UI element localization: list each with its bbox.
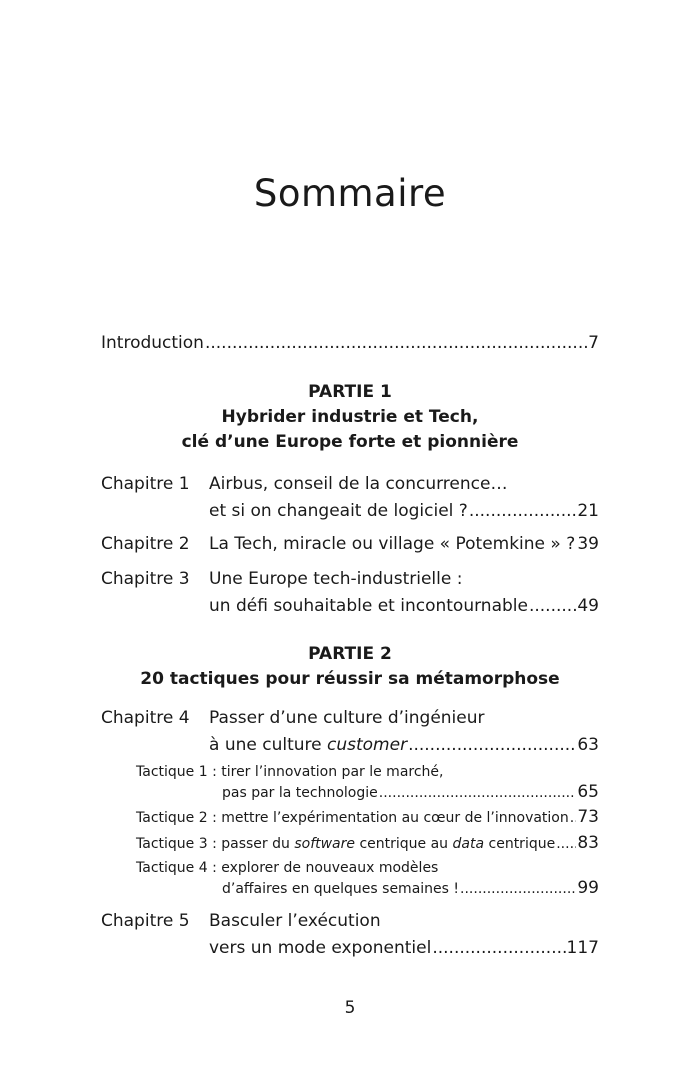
dot-leader xyxy=(408,734,576,756)
chapter-3-label: Chapitre 3 xyxy=(101,569,190,589)
part-2-title-line1: 20 tactiques pour réussir sa métamorphose xyxy=(140,669,560,689)
chapter-2-page: 39 xyxy=(577,534,599,554)
chapter-1-title-line1: Airbus, conseil de la concurrence… xyxy=(209,474,508,494)
tactic-3-text-c: centrique xyxy=(484,836,556,852)
tactic-4-page: 99 xyxy=(577,878,599,898)
tactic-4-line2: d’affaires en quelques semaines ! xyxy=(222,881,460,897)
toc-entry-introduction[interactable] xyxy=(101,332,599,354)
chapter-2-title: La Tech, miracle ou village « Potemkine » ? xyxy=(209,534,576,554)
toc-entry-chapter-3[interactable] xyxy=(101,568,599,616)
dot-leader xyxy=(529,595,576,617)
tactic-2-page: 73 xyxy=(577,807,599,827)
introduction-page: 7 xyxy=(588,333,599,353)
part-2-heading xyxy=(101,642,599,692)
introduction-label: Introduction xyxy=(101,333,204,353)
chapter-5-page: 117 xyxy=(566,938,599,958)
page-number: 5 xyxy=(344,998,356,1018)
part-1-title-line1: Hybrider industrie et Tech, xyxy=(221,407,479,427)
dot-leader xyxy=(205,332,587,354)
chapter-4-label: Chapitre 4 xyxy=(101,708,190,728)
tactic-1-line1: Tactique 1 : tirer l’innovation par le marché, xyxy=(136,764,444,780)
part-1-heading xyxy=(101,380,599,455)
part-1-title-line2: clé d’une Europe forte et pionnière xyxy=(181,432,519,452)
tactic-1-page: 65 xyxy=(577,782,599,802)
chapter-1-label: Chapitre 1 xyxy=(101,474,190,494)
dot-leader xyxy=(379,783,577,803)
chapter-4-page: 63 xyxy=(577,735,599,755)
dot-leader xyxy=(570,808,577,828)
dot-leader xyxy=(556,834,576,854)
chapter-3-title-line1: Une Europe tech-industrielle : xyxy=(209,569,463,589)
chapter-4-title-line1: Passer d’une culture d’ingénieur xyxy=(209,708,485,728)
toc-entry-chapter-4[interactable] xyxy=(101,707,599,755)
chapter-3-page: 49 xyxy=(577,596,599,616)
chapter-1-page: 21 xyxy=(577,501,599,521)
dot-leader xyxy=(469,500,577,522)
chapter-5-label: Chapitre 5 xyxy=(101,911,190,931)
tactic-1-line2: pas par la technologie xyxy=(222,785,378,801)
tactic-3-text-a: Tactique 3 : passer du xyxy=(136,836,295,852)
chapter-4-title-line2 xyxy=(209,734,407,756)
toc-entry-tactic-1[interactable] xyxy=(101,762,599,802)
tactic-4-line1: Tactique 4 : explorer de nouveaux modèles xyxy=(136,860,439,876)
chapter-3-title-line2: un défi souhaitable et incontournable xyxy=(209,596,528,616)
part-1-label: PARTIE 1 xyxy=(308,382,392,402)
tactic-3-em-data: data xyxy=(452,836,485,852)
part-2-label: PARTIE 2 xyxy=(308,644,392,664)
chapter-5-title-line2: vers un mode exponentiel xyxy=(209,938,432,958)
toc-entry-chapter-1[interactable] xyxy=(101,473,599,521)
chapter-4-title-line2-prefix: à une culture xyxy=(209,735,327,755)
chapter-5-title-line1: Basculer l’exécution xyxy=(209,911,381,931)
dot-leader xyxy=(432,937,565,959)
tactic-3-text-b: centrique au xyxy=(355,836,453,852)
tactic-3-page: 83 xyxy=(577,833,599,853)
chapter-4-title-line2-em: customer xyxy=(327,735,408,755)
page-title: Sommaire xyxy=(253,172,447,215)
toc-entry-chapter-5[interactable] xyxy=(101,910,599,958)
toc-entry-tactic-4[interactable] xyxy=(101,858,599,898)
tactic-3-em-software: software xyxy=(294,836,356,852)
chapter-1-title-line2: et si on changeait de logiciel ? xyxy=(209,501,468,521)
chapter-2-label: Chapitre 2 xyxy=(101,534,190,554)
tactic-2-line1: Tactique 2 : mettre l’expérimentation au cœur de l’innovation xyxy=(136,810,569,826)
dot-leader xyxy=(460,879,576,899)
tactic-3-line1 xyxy=(136,834,555,854)
